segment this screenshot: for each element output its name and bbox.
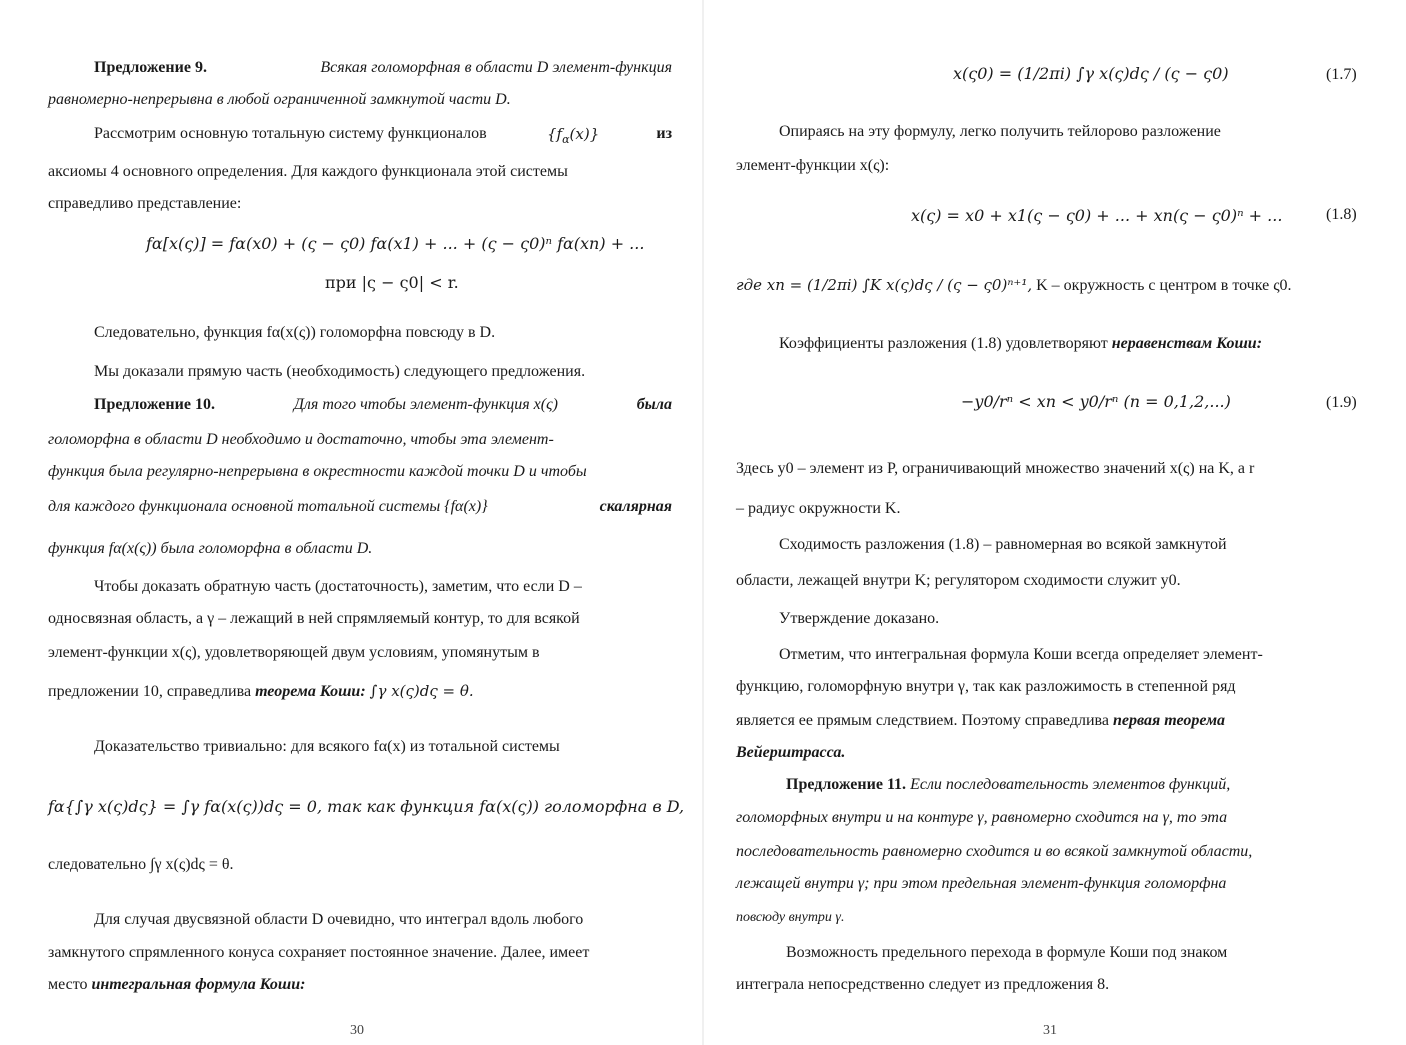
para5-formula: fα{∫γ x(ς)dς} = ∫γ fα(x(ς))dς = 0, так как функция fα(x(ς)) голоморфна в D, [48,797,685,816]
right-para6-line-3 [736,711,1225,731]
para1-text-1: Рассмотрим основную тотальную систему функционалов [94,125,487,142]
para4-line-2: односвязная область, а γ – лежащий в ней спрямляемый контур, то для всякой [48,610,580,627]
prop10-line-3: функция была регулярно-непрерывна в окрестности каждой точки D и чтобы [48,463,587,480]
prop10-line-5: функция fα(x(ς)) была голоморфна в области D. [48,540,373,557]
functional-system: $\{f_\alpha(x)\}$ [547,125,600,146]
prop9-line-1 [94,58,672,78]
right-para1-line-1: Опираясь на эту формулу, легко получить тейлорово разложение [779,123,1221,140]
right-para1-line-2: элемент-функции x(ς): [736,157,890,174]
right-para7-line-1: Возможность предельного перехода в формуле Коши под знаком [786,944,1228,961]
page-number-right: 31 [1043,1023,1057,1038]
series-formula: fα[x(ς)] = fα(x0) + (ς − ς0) fα(x1) + ... + (ς − ς0)ⁿ fα(xn) + ... [146,234,645,253]
para5-line-3: следовательно ∫γ x(ς)dς = θ. [48,856,234,873]
para1-line-2: аксиомы 4 основного определения. Для каждого функционала этой системы [48,163,568,180]
right-para6-text-3: является ее прямым следствием. Поэтому справедлива [736,712,1109,729]
para1-word-iz: из [656,125,672,142]
coefficient-definition [736,275,1292,296]
prop10-line-4 [48,497,672,517]
right-para3-line-1: Здесь y0 – элемент из P, ограничивающий множество значений x(ς) на K, а r [736,460,1255,477]
prop11-heading: Предложение 11. [786,776,907,793]
prop9-line-2: равномерно-непрерывна в любой ограниченной замкнутой части D. [48,91,511,108]
prop11-line-2: голоморфных внутри и на контуре γ, равномерно сходится на γ, то эта [736,809,1228,826]
circle-description: K – окружность с центром в точке ς0. [1036,277,1292,294]
right-para7-line-2: интеграла непосредственно следует из предложения 8. [736,976,1110,993]
prop11-line-1 [786,775,1230,795]
formula-1-8: x(ς) = x0 + x1(ς − ς0) + ... + xn(ς − ς0)ⁿ + ... [911,206,1283,225]
para6-line-3 [48,975,305,995]
para1-line-3: справедливо представление: [48,195,242,212]
eq-number-1-7: (1.7) [1326,66,1357,83]
prop11-text-1: Если последовательность элементов функций, [910,776,1231,793]
right-para2 [779,334,1262,354]
right-para4-line-1: Сходимость разложения (1.8) – равномерная во всякой замкнутой [779,536,1227,553]
para6-line-1: Для случая двусвязной области D очевидно, что интеграл вдоль любого [94,911,584,928]
para1-line-1 [94,124,672,144]
para4-text-4: предложении 10, справедлива [48,683,252,700]
cauchy-theorem-formula: ∫γ x(ς)dς = θ. [369,682,474,700]
prop10-text-1: Для того чтобы элемент-функция x(ς) [293,396,558,413]
right-para2-text: Коэффициенты разложения (1.8) удовлетворяют [779,335,1108,352]
para6-line-2: замкнутого спрямленного конуса сохраняет постоянное значение. Далее, имеет [48,944,590,961]
prop10-text-4: для каждого функционала основной тотальной системы {fα(x)} [48,498,488,515]
formula-1-9: −y0/rⁿ < xn < y0/rⁿ (n = 0,1,2,...) [961,392,1231,411]
integral-formula-term: интегральная формула Коши: [91,976,306,993]
prop11-line-5: повсюду внутри γ. [736,910,845,925]
prop9-heading: Предложение 9. [94,59,207,76]
prop10-word-scalar: скалярная [599,498,672,515]
eq-number-1-9: (1.9) [1326,394,1357,411]
right-para6-line-4: Вейерштрасса. [736,744,846,761]
prop11-line-4: лежащей внутри γ; при этом предельная элемент-функция голоморфна [736,875,1227,892]
para4-line-1: Чтобы доказать обратную часть (достаточность), заметим, что если D – [94,578,582,595]
para4-line-3: элемент-функции x(ς), удовлетворяющей двум условиям, упомянутым в [48,644,540,661]
prop10-word: была [636,396,672,413]
page-number-left: 30 [350,1023,364,1038]
series-condition: при |ς − ς0| < r. [325,273,459,292]
eq-number-1-8: (1.8) [1326,206,1357,223]
para3: Мы доказали прямую часть (необходимость) следующего предложения. [94,363,586,380]
para2: Следовательно, функция fα(x(ς)) голоморфна повсюду в D. [94,324,496,341]
para6-text-3: место [48,976,88,993]
right-para3-line-2: – радиус окружности K. [736,500,901,517]
right-para6-line-2: функцию, голоморфную внутри γ, так как разложимость в степенной ряд [736,678,1236,695]
coefficient-formula: где xn = (1/2πi) ∫K x(ς)dς / (ς − ς0)ⁿ⁺¹, [736,276,1033,294]
para5-line-1: Доказательство тривиально: для всякого fα(x) из тотальной системы [94,738,560,755]
prop10-line-1 [94,395,672,415]
right-para4-line-2: области, лежащей внутри K; регулятором сходимости служит y0. [736,572,1181,589]
prop11-line-3: последовательность равномерно сходится и во всякой замкнутой области, [736,843,1253,860]
cauchy-inequalities-term: неравенствам Коши: [1111,335,1263,352]
prop9-text-1: Всякая голоморфная в области D элемент-функция [320,59,672,76]
para4-line-4 [48,681,474,702]
prop10-line-2: голоморфна в области D необходимо и достаточно, чтобы эта элемент- [48,431,554,448]
prop10-heading: Предложение 10. [94,396,215,413]
right-para6-line-1: Отметим, что интегральная формула Коши всегда определяет элемент- [779,646,1263,663]
right-para5: Утверждение доказано. [779,610,940,627]
right-page [703,0,1406,1045]
weierstrass-theorem-term: первая теорема [1112,712,1226,729]
formula-1-7: x(ς0) = (1/2πi) ∫γ x(ς)dς / (ς − ς0) [953,64,1229,83]
cauchy-theorem-term: теорема Коши: [255,683,366,700]
